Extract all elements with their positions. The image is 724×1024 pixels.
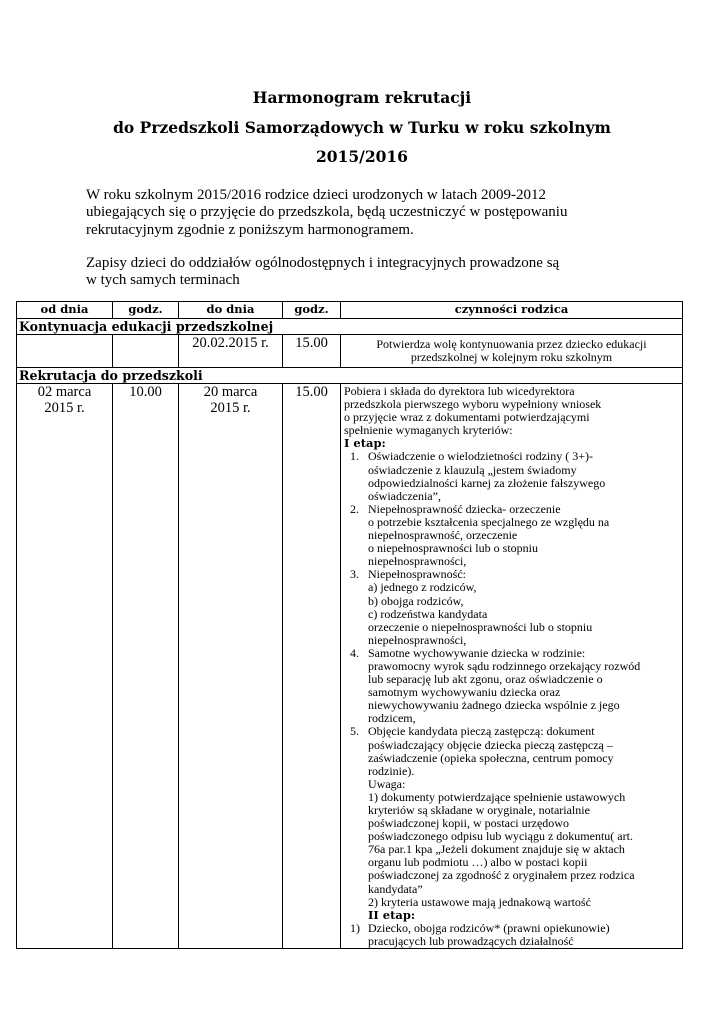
- header-do-dnia: do dnia: [179, 302, 283, 319]
- list-item-line: poświadczający objęcie dziecka pieczą zastępczą –: [368, 737, 613, 752]
- intro-paragraph-1: [86, 187, 614, 239]
- list-item-number: 1): [350, 920, 360, 935]
- list-item-number: 4.: [350, 645, 359, 660]
- section-title-kontynuacja: Kontynuacja edukacji przedszkolnej: [17, 319, 683, 335]
- section-row-rekrutacja: [17, 368, 683, 384]
- intro-p2-line1: Zapisy dzieci do oddziałów ogólnodostępnych i integracyjnych prowadzone są: [86, 255, 560, 271]
- cell-godz-end: 15.00: [283, 384, 341, 949]
- list-item-line: rodzicem,: [368, 711, 416, 726]
- list-item-line: organu lub podmiotu …) albo w postaci kopii: [368, 855, 588, 870]
- list-item: [344, 568, 679, 647]
- intro-p1-line3: rekrutacyjnym zgodnie z poniższym harmonogramem.: [86, 221, 414, 238]
- cell-do-dnia: [179, 384, 283, 949]
- list-item-number: 2.: [350, 501, 359, 516]
- cell-od-dnia: [17, 384, 113, 949]
- list-item-line: niepełnosprawności,: [368, 632, 467, 647]
- od-dnia-line1: 02 marca: [37, 384, 92, 400]
- cell-do-dnia: 20.02.2015 r.: [179, 335, 283, 368]
- cell-godz-end: 15.00: [283, 335, 341, 368]
- header-czynnosci-rodzica: czynności rodzica: [341, 302, 683, 319]
- stage-2-heading: II etap:: [368, 907, 416, 922]
- list-item-line: poświadczonego odpisu lub wyciągu z dokumentu( art.: [368, 829, 633, 844]
- list-item-line: oświadczenia”,: [368, 488, 441, 503]
- list-item-line: Oświadczenie o wielodzietności rodziny ( 3+)-: [368, 449, 594, 464]
- list-item-line: prawomocny wyrok sądu rodzinnego orzekający rozwód: [368, 658, 641, 673]
- list-item: [344, 922, 679, 948]
- list-item-line: b) obojga rodziców,: [368, 593, 464, 608]
- list-item-number: 1.: [350, 449, 359, 464]
- list-item-line: Niepełnosprawność:: [368, 567, 466, 582]
- section-row-kontynuacja: [17, 319, 683, 335]
- list-item-number: 5.: [350, 724, 359, 739]
- od-dnia-line2: 2015 r.: [44, 400, 85, 416]
- activity-intro-line: przedszkola pierwszego wyboru wypełniony wniosek: [344, 397, 602, 412]
- header-godz-end: godz.: [283, 302, 341, 319]
- table-row: [17, 335, 683, 368]
- cell-od-dnia: [17, 335, 113, 368]
- list-item-line: samotnym wychowywaniu dziecka oraz: [368, 685, 561, 700]
- activity-intro-line: spełnienie wymaganych kryteriów:: [344, 423, 513, 438]
- header-godz-start: godz.: [113, 302, 179, 319]
- do-dnia-line2: 2015 r.: [210, 400, 251, 416]
- list-item-line: rodzinie).: [368, 763, 415, 778]
- list-item: [344, 647, 679, 726]
- list-item-number: 3.: [350, 567, 359, 582]
- list-item-line: orzeczenie o niepełnosprawności lub o stopniu: [368, 619, 593, 634]
- list-item: [344, 450, 679, 502]
- list-item: [344, 503, 679, 568]
- list-item-line: kryteriów są składane w oryginale, notarialnie: [368, 803, 590, 817]
- activity-intro-line: o przyjęcie wraz z dokumentami potwierdzającymi: [344, 410, 590, 425]
- stage-1-list: [344, 450, 679, 908]
- list-item-line: c) rodzeństwa kandydata: [368, 606, 488, 621]
- activity-line: Potwierdza wolę kontynuowania przez dziecko edukacji: [376, 337, 647, 351]
- section-title-rekrutacja: Rekrutacja do przedszkoli: [17, 368, 683, 384]
- stage-1-heading: I etap:: [344, 436, 386, 451]
- schedule-table: [16, 301, 683, 949]
- cell-activity: [341, 384, 683, 949]
- header-od-dnia: od dnia: [17, 302, 113, 319]
- document-title-line1: Harmonogram rekrutacji: [252, 88, 472, 107]
- list-item-line: a) jednego z rodziców,: [368, 580, 477, 595]
- list-item-line: 76a par.1 kpa „Jeżeli dokument znajduje się w aktach: [368, 842, 625, 857]
- table-header-row: [17, 302, 683, 319]
- intro-p2-line2: w tych samych terminach: [86, 272, 240, 289]
- list-item-line: odpowiedzialności karnej za złożenie fałszywego: [368, 475, 606, 490]
- activity-line: przedszkolnej w kolejnym roku szkolnym: [410, 350, 613, 365]
- list-item-line: 1) dokumenty potwierdzające spełnienie ustawowych: [368, 789, 626, 804]
- list-item: [344, 725, 679, 908]
- activity-intro-line: Pobiera i składa do dyrektora lub wicedyrektora: [344, 384, 575, 398]
- list-item-line: Objęcie kandydata pieczą zastępczą: dokument: [368, 724, 595, 739]
- do-dnia-line1: 20 marca: [203, 384, 258, 400]
- list-item-line: kandydata”: [368, 881, 423, 896]
- list-item-line: pracujących lub prowadzących działalność: [368, 933, 574, 948]
- cell-activity: [341, 335, 683, 368]
- list-item-line: niepełnosprawność, orzeczenie: [368, 528, 518, 543]
- list-item-line: niewychowywaniu żadnego dziecka wspólnie z jego: [368, 698, 620, 713]
- list-item-line: Samotne wychowywanie dziecka w rodzinie:: [368, 645, 586, 660]
- list-item-line: zaświadczenie (opieka społeczna, centrum pomocy: [368, 750, 614, 765]
- intro-paragraph-2: [86, 255, 614, 290]
- cell-godz-start: [113, 335, 179, 368]
- cell-godz-start: 10.00: [113, 384, 179, 949]
- intro-p1-line2: ubiegających się o przyjęcie do przedszkola, będą uczestniczyć w postępowaniu: [86, 204, 568, 221]
- list-item-line: Uwaga:: [368, 776, 406, 791]
- list-item-line: lub separację lub akt zgonu, oraz oświadczenie o: [368, 672, 603, 687]
- activity-intro: [344, 385, 679, 437]
- list-item-line: o potrzebie kształcenia specjalnego ze względu na: [368, 514, 610, 529]
- list-item-line: poświadczonej kopii, w postaci urzędowo: [368, 816, 569, 831]
- table-row: [17, 384, 683, 949]
- list-item-line: Dziecko, obojga rodziców* (prawni opiekunowie): [368, 920, 610, 935]
- stage-2-list: [344, 922, 679, 948]
- document-title-line3: 2015/2016: [316, 147, 408, 166]
- list-item-line: o niepełnosprawności lub o stopniu: [368, 541, 538, 556]
- document-title-line2: do Przedszkoli Samorządowych w Turku w roku szkolnym: [113, 118, 611, 137]
- intro-p1-line1: W roku szkolnym 2015/2016 rodzice dzieci urodzonych w latach 2009-2012: [86, 187, 547, 203]
- list-item-line: Niepełnosprawność dziecka- orzeczenie: [368, 501, 561, 516]
- list-item-line: oświadczenie z klauzulą „jestem świadomy: [368, 462, 577, 477]
- list-item-line: 2) kryteria ustawowe mają jednakową wartość: [368, 894, 591, 909]
- list-item-line: niepełnosprawności,: [368, 554, 467, 569]
- list-item-line: poświadczonej za zgodność z oryginałem przez rodzica: [368, 868, 635, 883]
